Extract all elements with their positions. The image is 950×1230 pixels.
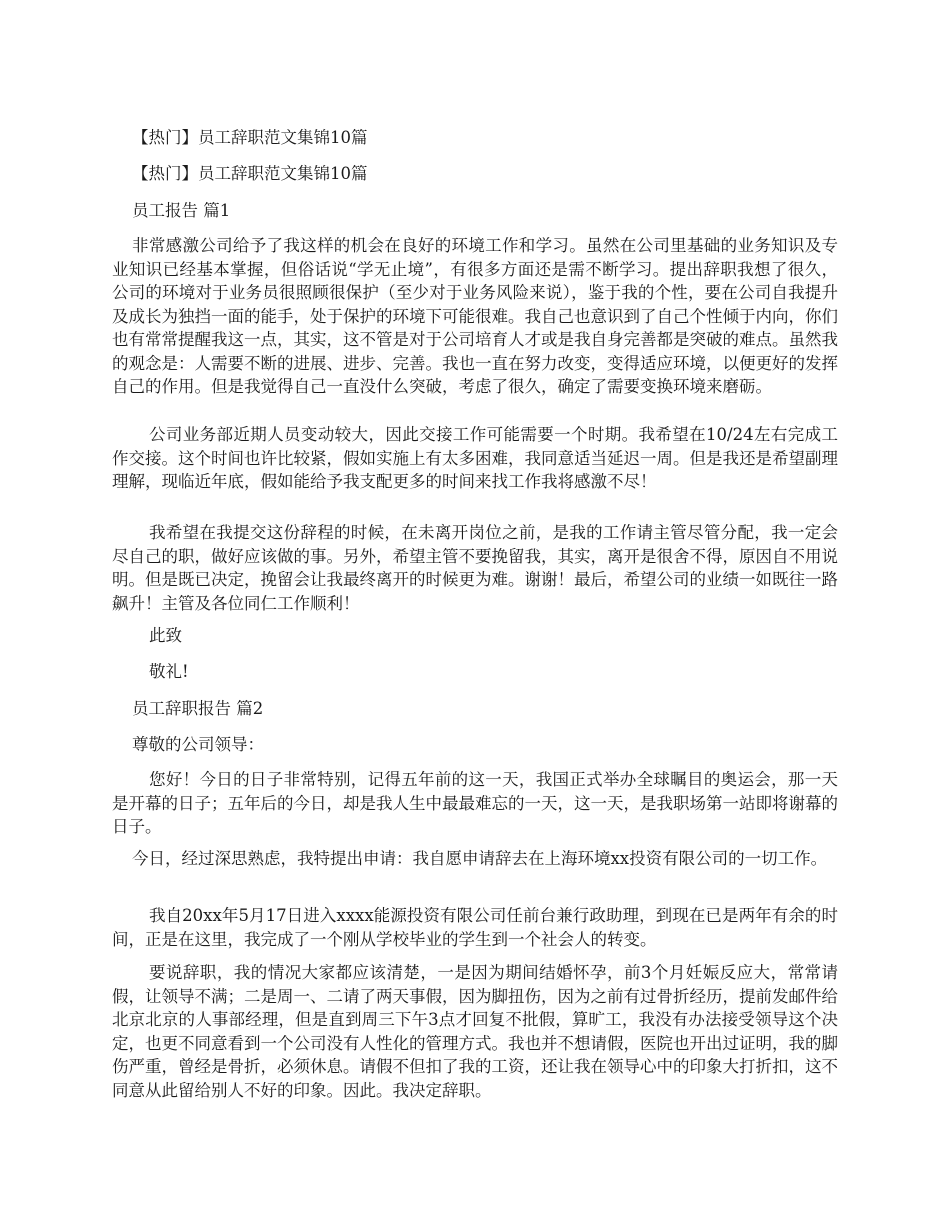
document-title: 【热门】员工辞职范文集锦10篇	[132, 128, 368, 147]
body-paragraph: 今日，经过深思熟虑，我特提出申请：我自愿申请辞去在上海环境xx投资有限公司的一切工作。	[132, 849, 828, 868]
body-paragraph: 我自20xx年5月17日进入xxxx能源投资有限公司任前台兼行政助理，到现在已是两年有余的时间，正是在这里，我完成了一个刚从学校毕业的学生到一个社会人的转变。	[112, 906, 838, 949]
body-paragraph: 非常感激公司给予了我这样的机会在良好的环境工作和学习。虽然在公司里基础的业务知识及专业知识已经基本掌握，但俗话说“学无止境”，有很多方面还是需不断学习。提出辞职我想了很久，公司的环境对于业务员很照顾很保护（至少对于业务风险来说），鉴于我的个性，要在公司自我提升及成长为独挡一面的能手，处于保护的环境下可能很难。我自己也意识到了自己个性倾于内向，你们也有常常提醒我这一点，其实，这不管是对于公司培育人才或是我自身完善都是突破的难点。虽然我的观念是：人需要不断的进展、进步、完善。我也一直在努力改变，变得适应环境，以便更好的发挥自己的作用。但是我觉得自己一直没什么突破，考虑了很久，确定了需要变换环境来磨砺。	[112, 236, 838, 396]
closing-line: 敬礼!	[149, 662, 189, 681]
body-paragraph: 我希望在我提交这份辞程的时候，在未离开岗位之前，是我的工作请主管尽管分配，我一定会尽自己的职，做好应该做的事。另外，希望主管不要挽留我，其实，离开是很舍不得，原因自不用说明。但是既已决定，挽留会让我最终离开的时候更为难。谢谢！最后，希望公司的业绩一如既往一路飙升！主管及各位同仁工作顺利！	[112, 523, 838, 613]
document-subtitle: 【热门】员工辞职范文集锦10篇	[132, 164, 368, 183]
body-paragraph: 要说辞职，我的情况大家都应该清楚，一是因为期间结婚怀孕，前3个月妊娠反应大，常常请假，让领导不满；二是周一、二请了两天事假，因为脚扭伤，因为之前有过骨折经历，提前发邮件给北京北京的人事部经理，但是直到周三下午3点才回复不批假，算旷工，我没有办法接受领导这个决定，也更不同意看到一个公司没有人性化的管理方式。我也并不想请假，医院也开出过证明，我的脚伤严重，曾经是骨折，必须休息。请假不但扣了我的工资，还让我在领导心中的印象大打折扣，这不同意从此留给别人不好的印象。因此。我决定辞职。	[112, 963, 838, 1100]
section-heading: 员工辞职报告 篇2	[132, 699, 264, 718]
body-paragraph: 您好！今日的日子非常特别，记得五年前的这一天，我国正式举办全球瞩目的奥运会，那一天是开幕的日子；五年后的今日，却是我人生中最最难忘的一天，这一天，是我职场第一站即将谢幕的日子。	[112, 770, 838, 836]
salutation: 尊敬的公司领导：	[132, 735, 264, 754]
body-paragraph: 公司业务部近期人员变动较大，因此交接工作可能需要一个时期。我希望在10/24左右完成工作交接。这个时间也许比较紧，假如实施上有太多困难，我同意适当延迟一周。但是我还是希望副理理解，现临近年底，假如能给予我支配更多的时间来找工作我将感激不尽！	[112, 425, 838, 491]
closing-line: 此致	[149, 626, 182, 645]
section-heading: 员工报告 篇1	[132, 201, 231, 220]
